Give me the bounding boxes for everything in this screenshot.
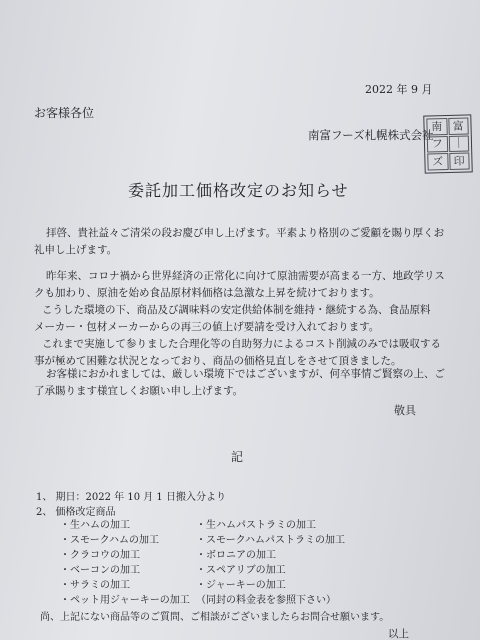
- seal-char: ズ: [427, 153, 448, 170]
- greeting-paragraph: [34, 225, 444, 259]
- product-item: ・スペアリブの加工: [196, 565, 286, 576]
- request-paragraph: [34, 366, 445, 400]
- product-item: ・生ハムパストラミの加工: [196, 520, 316, 531]
- seal-char: フ: [427, 136, 448, 153]
- seal-char: ｜: [448, 135, 469, 152]
- price-table-note: （同封の料金表を参照下さい）: [196, 595, 336, 606]
- paragraph-line: 事が極めて困難な状況となっており、商品の価格見直しをさせて頂きました。: [34, 355, 402, 367]
- seal-char: 南: [426, 118, 447, 135]
- product-item: ・ジャーキーの加工: [196, 580, 286, 591]
- seal-char: 印: [449, 153, 470, 170]
- product-item: ・スモークハムパストラミの加工: [196, 535, 345, 546]
- product-item: ・スモークハムの加工: [60, 535, 159, 546]
- letter-title: 委託加工価格改定のお知らせ: [128, 181, 349, 200]
- product-item: ・サラミの加工: [60, 580, 130, 591]
- product-list-right: [196, 518, 345, 608]
- letter-date: 2022 年 9 月: [365, 83, 433, 96]
- paragraph-line: クも加わり、原油を始め食品原材料価格は急激な上昇を続けております。: [34, 287, 380, 299]
- product-item: ・ボロニアの加工: [196, 550, 276, 561]
- ki-heading: 記: [231, 450, 244, 464]
- paragraph-line: 拝啓、貴社益々ご清栄の段お慶び申し上げます。平素より格別のご愛顧を賜り厚くお: [46, 227, 445, 239]
- item-products-heading: 2、 価格改定商品: [36, 507, 116, 518]
- paragraph-line: 昨年来、コロナ禍から世界経済の正常化に向けて原油需要が高まる一方、地政学リス: [46, 270, 445, 282]
- item-effective-date: 1、 期日：2022 年 10 月 1 日搬入分より: [36, 492, 226, 503]
- explanation-paragraph: [34, 268, 445, 370]
- paragraph-line: 了承賜ります様宜しくお願い申し上げます。: [34, 385, 244, 397]
- product-item: ・ベーコンの加工: [60, 565, 140, 576]
- paragraph-line: これまで実施して参りました合理化等の自助努力によるコスト削減のみでは吸収する: [42, 338, 441, 350]
- seal-char: 富: [448, 117, 469, 134]
- company-seal-stamp: [423, 114, 473, 173]
- paragraph-line: こうした環境の下、商品及び調味料の安定供給体制を維持・継続する為、食品原料: [42, 304, 431, 316]
- paragraph-line: 礼申し上げます。: [34, 244, 118, 256]
- product-item: ・ペット用ジャーキーの加工: [60, 595, 190, 606]
- addressee: お客様各位: [34, 106, 95, 120]
- paragraph-line: メーカー・包材メーカーからの再三の値上げ要請を受け入れております。: [34, 321, 380, 333]
- paragraph-line: お客様におかれましては、厳しい環境下ではございますが、何卒事情ご賢察の上、ご: [46, 368, 445, 380]
- product-list-left: [60, 518, 190, 608]
- closing-keigu: 敬具: [394, 404, 416, 417]
- inquiry-note: 尚、上記にない商品等のご質問、ご相談がございましたらお問合せ願います。: [40, 612, 390, 623]
- product-item: ・生ハムの加工: [60, 520, 130, 531]
- product-item: ・クラコウの加工: [60, 550, 140, 561]
- closing-ijo: 以上: [388, 628, 409, 640]
- company-name: 南富フーズ札幌株式会社: [308, 128, 434, 142]
